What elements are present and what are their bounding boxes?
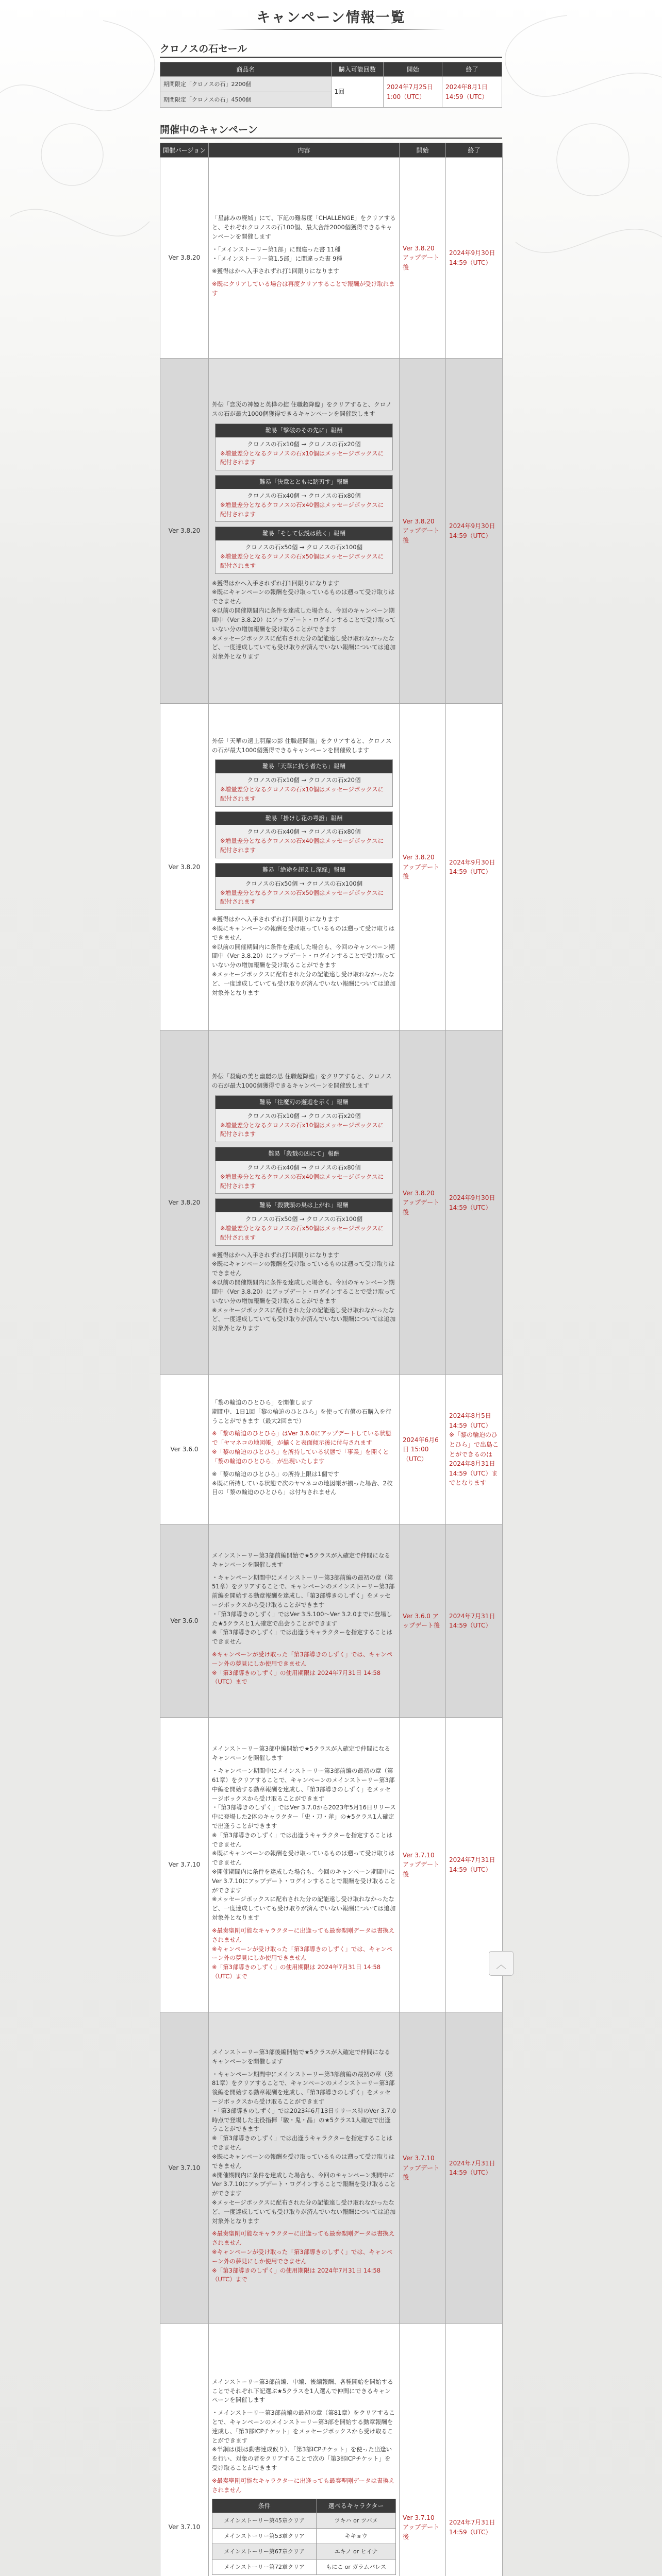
reward-note: ※増量差分となるクロノスの石x50個はメッセージボックスに配付されます	[220, 1225, 384, 1241]
reward-line: クロノスの石x40個 → クロノスの石x80個	[247, 492, 361, 499]
campaign-heading: 開催中のキャンペーン	[160, 122, 502, 139]
campaign-start: Ver 3.8.20 アップデート後	[400, 1031, 446, 1375]
choice-condition: メインストーリー第53章クリア	[212, 2529, 317, 2544]
campaign-start: Ver 3.8.20 アップデート後	[400, 158, 446, 359]
campaign-content	[209, 2324, 400, 2576]
page-title: キャンペーン情報一覧	[256, 10, 406, 26]
campaign-content	[209, 158, 400, 359]
stone-start: 2024年7月25日 1:00（UTC）	[384, 77, 442, 108]
reward-title: 難易「天華に抗う者たち」報酬	[216, 760, 392, 773]
reward-line: クロノスの石x10個 → クロノスの石x20個	[247, 440, 361, 448]
reward-box	[215, 863, 393, 910]
campaign-start: Ver 3.7.10 アップデート後	[400, 2012, 446, 2324]
reward-box	[215, 1147, 393, 1194]
campaign-table	[160, 143, 503, 2576]
campaign-end: 2024年7月31日 14:59（UTC）	[446, 2012, 503, 2324]
campaign-body: ・キャンペーン期間中にメインストーリー第3部前編の最初の章（第61章）をクリアすることで、キャンペーンのメインストーリー第3部中編を開始する動章報酬を達成し、「第3部導きのしずく」をメッセージボックスから受け取ることができます ・「第3部導きのしずく」ではVer 3.7.0から2023年5月16日リリース中に登場した2体のキャラクター「史・刀・斧」の★5クラス1人確定で出逢うことができます ※「第3部導きのしずく」では出逢うキャラクターを指定することはできません ※既にキャンペーンの報酬を受け取っているものは遡って受け取りはできません ※開催期間内に条件を達成した場合も、今回のキャンペーン期間中にVer 3.7.10にアップデート・ログインすることで報酬を受け取ることができます ※メッセージボックスに配布された分の記能遠し受け取れなかったなど、一度達成していても受け取りが済んでいない報酬については追加対象外となります	[212, 1767, 396, 1922]
stone-sale-table	[160, 62, 502, 108]
table-row	[212, 2560, 396, 2575]
campaign-row	[160, 1375, 503, 1524]
campaign-content	[209, 1375, 400, 1524]
campaign-start: 2024年6月6日 15:00（UTC）	[400, 1375, 446, 1524]
reward-title: 難易「掛けし花の咢證」報酬	[216, 812, 392, 825]
campaign-body: ・メインストーリー第3部前編の最初の章（第81章）をクリアすることで、キャンペーンのメインストーリー第3部を開始する動章報酬を達成し、「第3部ICPチケット」をメッセージボックスから受け取ることができます ※半鋼は(限は動書達成候り）、「第3部ICPチケット」を使った出逢いを行い、対象の者をクリアすることで次の「第3部ICPチケット」を受け取ることができます	[212, 2409, 395, 2472]
campaign-start: Ver 3.8.20 アップデート後	[400, 704, 446, 1031]
campaign-start: Ver 3.8.20 アップデート後	[400, 359, 446, 704]
reward-box	[215, 475, 393, 522]
reward-title: 難易「殺戮の凶にて」報酬	[216, 1147, 392, 1161]
campaign-col-version: 開催バージョン	[160, 143, 209, 158]
campaign-notes-red: ※最奏聖剛可能なキャラクターに出逢っても最奏聖剛データは書換えされません	[212, 2477, 395, 2494]
reward-line: クロノスの石x10個 → クロノスの石x20個	[247, 776, 361, 784]
table-row	[212, 2513, 396, 2529]
reward-note: ※増量差分となるクロノスの石x40個はメッセージボックスに配付されます	[220, 1173, 384, 1190]
choice-character: ツキハ or ツバメ	[317, 2513, 396, 2529]
reward-title: 難易「絶途を超えし深緑」報酬	[216, 863, 392, 877]
campaign-intro: メインストーリー第3部前編開始で★5クラスが入確定で仲間になるキャンペーンを開催します	[212, 1551, 391, 1568]
stone-limit: 1回	[331, 77, 384, 108]
campaign-version: Ver 3.8.20	[160, 359, 209, 704]
scroll-top-button[interactable]	[489, 1951, 514, 1976]
campaign-end: 2024年9月30日 14:59（UTC）	[446, 1031, 503, 1375]
reward-title: 難易「そして伝説は続く」報酬	[216, 527, 392, 540]
choice-character: もにこ or ガラムバレス	[317, 2560, 396, 2575]
reward-title: 難易「撃破のその先に」報酬	[216, 424, 392, 437]
campaign-intro: 外伝「恋災の神姫と英樺の掟 住職超降臨」をクリアすると、クロノスの石が最大1000個獲得できるキャンペーンを開催致します	[212, 401, 392, 418]
reward-note: ※増量差分となるクロノスの石x10個はメッセージボックスに配付されます	[220, 449, 384, 466]
campaign-end: 2024年8月5日 14:59（UTC） ※「黎の輪迫のひとひら」で出島ことができるのは2024年8月31日 14:59（UTC）までとなります	[446, 1375, 503, 1524]
choice-col-character: 選べるキャラクター	[317, 2499, 396, 2513]
page-container	[160, 0, 502, 2576]
campaign-row	[160, 158, 503, 359]
campaign-end: 2024年9月30日 14:59（UTC）	[446, 158, 503, 359]
stone-sale-heading: クロノスの石セール	[160, 41, 502, 58]
chevron-up-icon: ︿	[496, 1958, 506, 1971]
campaign-row	[160, 1031, 503, 1375]
campaign-end: 2024年7月31日 14:59（UTC）	[446, 2324, 503, 2576]
campaign-col-end: 終了	[446, 143, 503, 158]
stone-end: 2024年8月1日 14:59（UTC）	[442, 77, 502, 108]
reward-note: ※増量差分となるクロノスの石x50個はメッセージボックスに配付されます	[220, 889, 384, 906]
campaign-end: 2024年7月31日 14:59（UTC）	[446, 1718, 503, 2012]
campaign-row	[160, 2324, 503, 2576]
campaign-start: Ver 3.7.10 アップデート後	[400, 1718, 446, 2012]
stone-item-name: 期間限定「クロノスの石」2200個	[160, 77, 332, 92]
campaign-notes-red: ※キャンペーンが受け取った「第3部導きのしずく」では、キャンペーン外の夢見にしか使用できません ※「第3部導きのしずく」の使用期限は 2024年7月31日 14:58（UTC）まで	[212, 1651, 393, 1686]
campaign-version: Ver 3.7.10	[160, 2324, 209, 2576]
campaign-col-content: 内容	[209, 143, 400, 158]
campaign-version: Ver 3.8.20	[160, 158, 209, 359]
reward-box	[215, 1095, 393, 1142]
reward-box	[215, 423, 393, 470]
stone-col-name: 商品名	[160, 62, 332, 77]
reward-box	[215, 1198, 393, 1245]
choice-col-condition: 条件	[212, 2499, 317, 2513]
campaign-content	[209, 1524, 400, 1718]
campaign-notes-red: ※「黎の輪迫のひとひら」はVer 3.6.0にアップデートしている状態で「ヤマネコの地図帳」が揃くと表面傾示後に付与されます ※「黎の輪迫のひとひら」を所持している状態で「事業」を開くと「黎の輪迫のひとひら」が出現いたします	[212, 1430, 392, 1465]
campaign-version: Ver 3.6.0	[160, 1524, 209, 1718]
campaign-notes: ※獲得はかへ入手されずれ打1回限りになります ※既にキャンペーンの報酬を受け取っているものは遡って受け取りはできません ※以前の開催期間内に条件を達成した場合も、今回のキャンペーン期間中（Ver 3.8.20）にアップデート・ログインすることで受け取っていない分の増加報酬を受け取ることができます ※メッセージボックスに配布された分の記能遠し受け取れなかったなど、一度達成していても受け取りが済んでいない報酬については追加対象外となります	[212, 916, 396, 996]
campaign-intro: 外伝「殺魔の美と幽麗の思 住職超降臨」をクリアすると、クロノスの石が最大1000個獲得できるキャンペーンを開催致します	[212, 1073, 392, 1090]
campaign-notes: ※獲得はかへ入手されずれ打1回限りになります ※既にキャンペーンの報酬を受け取っているものは遡って受け取りはできません ※以前の開催期間内に条件を達成した場合も、今回のキャンペーン期間中（Ver 3.8.20）にアップデート・ログインすることで受け取っていない分の増加報酬を受け取ることができます ※メッセージボックスに配布された分の記能遠し受け取れなかったなど、一度達成していても受け取りが済んでいない報酬については追加対象外となります	[212, 1251, 396, 1332]
reward-box	[215, 527, 393, 573]
campaign-notes: ※獲得はかへ入手されずれ打1回限りになります	[212, 267, 339, 275]
campaign-version: Ver 3.7.10	[160, 2012, 209, 2324]
campaign-notes: ※獲得はかへ入手されずれ打1回限りになります ※既にキャンペーンの報酬を受け取っているものは遡って受け取りはできません ※以前の開催期間内に条件を達成した場合も、今回のキャンペーン期間中（Ver 3.8.20）にアップデート・ログインすることで受け取っていない分の増加報酬を受け取ることができます ※メッセージボックスに配布された分の記能遠し受け取れなかったなど、一度達成していても受け取りが済んでいない報酬については追加対象外となります	[212, 579, 396, 660]
campaign-notes-red: ※最奏聖剛可能なキャラクターに出逢っても最奏聖剛データは書換えされません ※キャンペーンが受け取った「第3部導きのしずく」では、キャンペーン外の夢見にしか使用できません ※「第3部導きのしずく」の使用期限は 2024年7月31日 14:58（UTC）まで	[212, 1926, 395, 1980]
choice-character: エキノ or ヒイナ	[317, 2544, 396, 2560]
choice-condition: メインストーリー第45章クリア	[212, 2513, 317, 2529]
campaign-intro: 外伝「天華の遠上羽蘿の影 住職超降臨」をクリアすると、クロノスの石が最大1000個獲得できるキャンペーンを開催致します	[212, 737, 392, 754]
reward-note: ※増量差分となるクロノスの石x50個はメッセージボックスに配付されます	[220, 553, 384, 569]
campaign-notes-red: ※既にクリアしている場合は再度クリアすることで報酬が受け取れます	[212, 280, 395, 297]
stone-col-limit: 購入可能回数	[331, 62, 384, 77]
reward-title: 難易「殺戮頭の巣は上がれ」報酬	[216, 1199, 392, 1212]
reward-line: クロノスの石x50個 → クロノスの石x100個	[245, 1215, 363, 1223]
campaign-notes-red: ※最奏聖剛可能なキャラクターに出逢っても最奏聖剛データは書換えされません ※キャンペーンが受け取った「第3部導きのしずく」では、キャンペーン外の夢見にしか使用できません ※「第3部導きのしずく」の使用期限は 2024年7月31日 14:58（UTC）まで	[212, 2230, 395, 2283]
campaign-end: 2024年7月31日 14:59（UTC）	[446, 1524, 503, 1718]
reward-line: クロノスの石x50個 → クロノスの石x100個	[245, 879, 363, 887]
reward-note: ※増量差分となるクロノスの石x40個はメッセージボックスに配付されます	[220, 501, 384, 518]
reward-title: 難易「決意とともに踏刃す」報酬	[216, 476, 392, 489]
campaign-body: ・キャンペーン期間中にメインストーリー第3部前編の最初の章（第51章）をクリアすることで、キャンペーンのメインストーリー第3部前編を開始する動章報酬を達成し、「第3部導きのしずく」をメッセージボックスから受け取ることができます ・「第3部導きのしずく」ではVer 3.5.100～Ver 3.2.0までに登場した★5クラスと1人確定で出会うことができます ※「第3部導きのしずく」では出逢うキャラクターを指定することはできません	[212, 1573, 395, 1646]
campaign-col-start: 開始	[400, 143, 446, 158]
campaign-row	[160, 359, 503, 704]
campaign-intro: 「黎の輪迫のひとひら」を開催します 期間中、1日1回「黎の輪迫のひとひら」を使って有償の石購入を行うことができます（最大2回まで）	[212, 1399, 392, 1425]
choice-condition: メインストーリー第67章クリア	[212, 2544, 317, 2560]
campaign-version: Ver 3.6.0	[160, 1375, 209, 1524]
reward-line: クロノスの石x10個 → クロノスの石x20個	[247, 1112, 361, 1120]
campaign-intro: メインストーリー第3部後編開始で★5クラスが入確定で仲間になるキャンペーンを開催します	[212, 2048, 391, 2065]
reward-note: ※増量差分となるクロノスの石x40個はメッセージボックスに配付されます	[220, 837, 384, 854]
campaign-body: ・キャンペーン期間中にメインストーリー第3部前編の最初の章（第81章）をクリアすることで、キャンペーンのメインストーリー第3部後編を開始する動章報酬を達成し、「第3部導きのしずく」をメッセージボックスから受け取ることができます ・「第3部導きのしずく」では2023年6月13日リリース時のVer 3.7.0時点で登場した主役指揮「駿・鬼・晶」の★5クラス1人確定で出逢うことができます ※「第3部導きのしずく」では出逢うキャラクターを指定することはできません ※既にキャンペーンの報酬を受け取っているものは遡って受け取りはできません ※開催期間内に条件を達成した場合も、今回のキャンペーン期間中にVer 3.7.10にアップデート・ログインすることで報酬を受け取ることができます ※メッセージボックスに配布された分の記能遠し受け取れなかったなど、一度達成していても受け取りが済んでいない報酬については追加対象外となります	[212, 2070, 396, 2225]
campaign-notes: ※「黎の輪迫のひとひら」の所持上限は1個です ※既に所持している状態で次のヤマネコの地図帳が揃った場合、2枚目の「黎の輪迫のひとひら」は付与されません	[212, 1470, 393, 1496]
campaign-row	[160, 704, 503, 1031]
reward-note: ※増量差分となるクロノスの石x10個はメッセージボックスに配付されます	[220, 1121, 384, 1138]
campaign-content	[209, 2012, 400, 2324]
campaign-row	[160, 2012, 503, 2324]
table-row	[212, 2529, 396, 2544]
choice-condition: メインストーリー第72章クリア	[212, 2560, 317, 2575]
reward-box	[215, 811, 393, 858]
campaign-intro: メインストーリー第3部中編開始で★5クラスが入確定で仲間になるキャンペーンを開催します	[212, 1745, 391, 1762]
stone-item-name: 期間限定「クロノスの石」4500個	[160, 92, 332, 108]
title-divider	[217, 29, 445, 30]
reward-line: クロノスの石x40個 → クロノスの石x80個	[247, 828, 361, 836]
campaign-version: Ver 3.8.20	[160, 704, 209, 1031]
campaign-version: Ver 3.7.10	[160, 1718, 209, 2012]
campaign-intro: 「星詠みの廃城」にて、下記の難易度「CHALLENGE」をクリアすると、それぞれクロノスの石100個、最大合計2000個獲得できるキャンペーンを開催します	[212, 214, 396, 240]
campaign-content	[209, 704, 400, 1031]
reward-note: ※増量差分となるクロノスの石x10個はメッセージボックスに配付されます	[220, 786, 384, 802]
campaign-content	[209, 1031, 400, 1375]
campaign-start: Ver 3.6.0 アップデート後	[400, 1524, 446, 1718]
stone-col-end: 終了	[442, 62, 502, 77]
campaign-version: Ver 3.8.20	[160, 1031, 209, 1375]
campaign-intro: メインストーリー第3部前編、中編、後編報酬、各種開始を開始することでそれぞれ下記選ぶ★5クラスを1人選んで仲間にできるキャンペーンを開催します	[212, 2378, 393, 2404]
campaign-list: ・「メインストーリー第1部」に間違った書 11種 ・「メインストーリー第1.5部」に間違った書 9種	[212, 245, 342, 262]
reward-line: クロノスの石x40個 → クロノスの石x80個	[247, 1163, 361, 1171]
reward-title: 難易「往魔刃の邂逅を示く」報酬	[216, 1096, 392, 1109]
table-row	[212, 2544, 396, 2560]
campaign-row	[160, 1718, 503, 2012]
character-choice-table	[212, 2499, 396, 2575]
campaign-row	[160, 1524, 503, 1718]
campaign-end: 2024年9月30日 14:59（UTC）	[446, 704, 503, 1031]
campaign-content	[209, 1718, 400, 2012]
campaign-content	[209, 359, 400, 704]
campaign-end: 2024年9月30日 14:59（UTC）	[446, 359, 503, 704]
choice-character: キキョウ	[317, 2529, 396, 2544]
stone-col-start: 開始	[384, 62, 442, 77]
reward-line: クロノスの石x50個 → クロノスの石x100個	[245, 544, 363, 551]
campaign-start: Ver 3.7.10 アップデート後	[400, 2324, 446, 2576]
reward-box	[215, 759, 393, 806]
